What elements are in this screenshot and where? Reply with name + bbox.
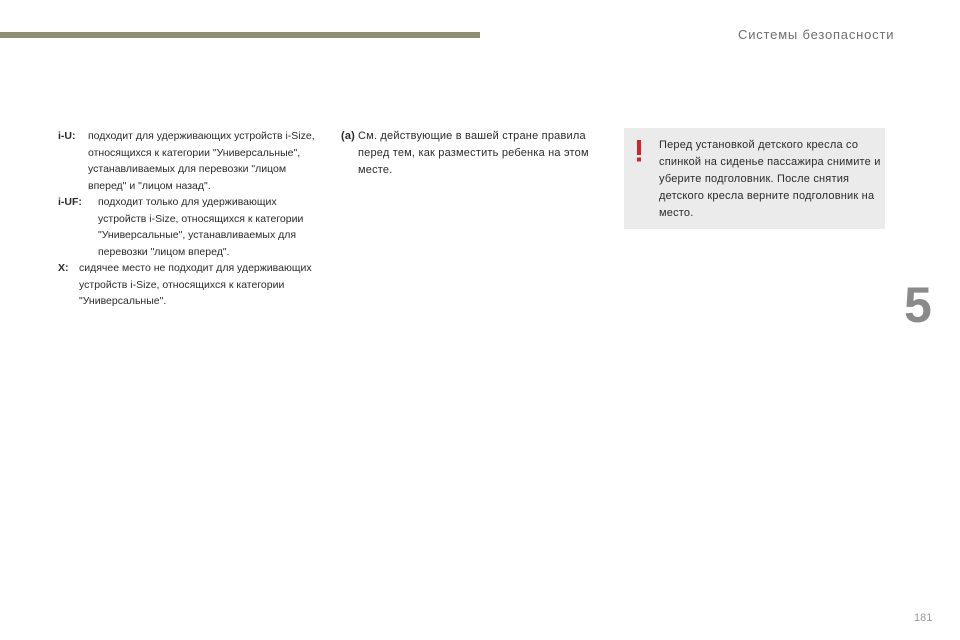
footnote-marker: (a) [341, 130, 356, 142]
warning-box [624, 128, 885, 229]
definition-item-i-uf [58, 194, 323, 260]
warning-text: Перед установкой детского кресла со спинкой на сиденье пассажира снимите и уберите подголовник. После снятия детского кресла верните подголовник на место. [659, 139, 881, 219]
page-number: 181 [914, 612, 933, 624]
chapter-number: 5 [904, 277, 932, 333]
definition-term: i-U: [58, 130, 76, 142]
footnote [341, 128, 591, 179]
definition-term: X: [58, 262, 69, 274]
footnote-text: См. действующие в вашей стране правила перед тем, как разместить ребенка на этом месте. [358, 130, 589, 176]
definitions-list [58, 128, 323, 310]
exclamation-icon [635, 140, 643, 162]
definition-item-x [58, 260, 323, 310]
definition-text: подходит только для удерживающих устройств i-Size, относящихся к категории "Универсальные", устанавливаемых для перевозки "лицом вперед". [98, 196, 304, 258]
definition-term: i-UF: [58, 196, 82, 208]
definition-item-i-u [58, 128, 323, 194]
definition-text: сидячее место не подходит для удерживающих устройств i-Size, относящихся к категории "Универсальные". [79, 262, 312, 307]
section-header-bar [0, 32, 480, 38]
section-title: Системы безопасности [738, 27, 895, 42]
definition-text: подходит для удерживающих устройств i-Size, относящихся к категории "Универсальные", устанавливаемых для перевозки "лицом вперед" и "лицом назад". [88, 130, 315, 192]
